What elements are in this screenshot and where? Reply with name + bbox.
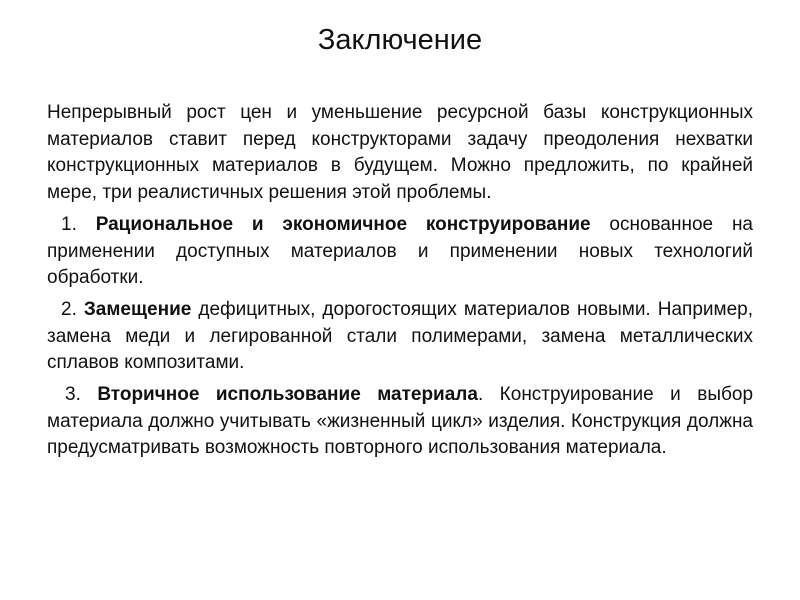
solution-heading-2: Замещение — [83, 298, 192, 320]
solution-number-1: 1. — [61, 213, 77, 235]
solution-item-1 — [47, 212, 753, 292]
slide-title: Заключение — [317, 24, 483, 56]
solution-text-1: основанное на применении доступных материалов и применении новых технологий обработки. — [47, 213, 753, 289]
solution-item-3 — [47, 382, 753, 462]
intro-paragraph: Непрерывный рост цен и уменьшение ресурсной базы конструкционных материалов ставит перед конструкторами задачу преодоления нехватки конструкционных материалов в будущем. Можно предложить, по крайней мере, три реалистичных решения этой проблемы. — [47, 102, 753, 204]
solution-text-2: дефицитных, дорогостоящих материалов новыми. Например, замена меди и легированной стали полимерами, замена металлических сплавов композитами. — [47, 298, 753, 374]
solution-number-3: 3. — [65, 384, 81, 406]
solution-item-2 — [47, 297, 753, 377]
solution-heading-3: Вторичное использование материала — [97, 384, 478, 406]
solution-heading-1: Рациональное и экономичное конструирование — [95, 213, 591, 235]
solution-number-2: 2. — [61, 298, 77, 320]
solution-text-3: . Конструирование и выбор материала должно учитывать «жизненный цикл» изделия. Конструкция должна предусматривать возможность повторного использования материала. — [47, 384, 754, 459]
slide-body — [47, 100, 753, 462]
